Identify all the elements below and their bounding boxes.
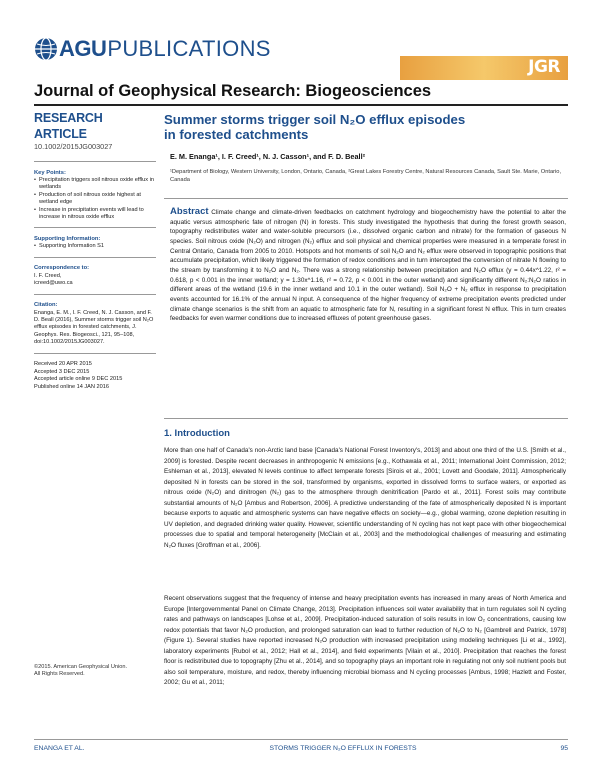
abstract-heading: Abstract xyxy=(170,206,209,217)
article-title-line: in forested catchments xyxy=(164,127,309,142)
supporting-info-link[interactable]: • Supporting Information S1 xyxy=(34,243,156,250)
date-line: Received 20 APR 2015 xyxy=(34,361,92,368)
article-title xyxy=(164,112,564,142)
correspondence-name: I. F. Creed, xyxy=(34,272,62,279)
article-sidebar xyxy=(34,110,156,391)
sidebar-divider xyxy=(34,257,156,258)
sidebar-divider xyxy=(34,353,156,354)
sidebar-divider xyxy=(34,294,156,295)
doi-link[interactable]: 10.1002/2015JG003027 xyxy=(34,142,113,151)
author-list: E. M. Enanga¹, I. F. Creed¹, N. J. Casson¹, and F. D. Beall² xyxy=(170,152,366,161)
affiliations: ¹Department of Biology, Western University, London, Ontario, Canada, ²Great Lakes Forestry Centre, Natural Resources Canada, Sault Ste. Marie, Ontario, Canada xyxy=(170,169,562,183)
body-paragraph: More than one half of Canada's non-Arctic land base [Canada's National Forest Inventory's, 2013] and about one third of the U.S. [Smith et al., 2009] is forested. Despite recent decreases in anthropogenic N emissions [e.g., Kothawala et al., 2011; International Joint Commission, 2012; Eshleman et al., 2013], elevated N levels continue to affect temperate forests [Sirois et al., 2001; Lovett and Goodale, 2011]. Atmospherically deposited N in forests can be stored in the soil, transformed by organisms, exported in dissolved forms to surface waters, or exported as nitrous oxide (N₂O) and dinitrogen (N₂) gas to the atmosphere through denitrification [Pardo et al., 2011]. Forest soils may contribute substantial amounts of N₂O [Ambus and Robertson, 2006]. A predictive understanding of the fate of atmospherically deposited N is important because exports to aquatic and atmospheric systems can have negative effects on society—e.g., global warming, ozone depletion resulting in UV depletion, and degraded drinking water quality. However, scientific understanding of N cycling has not kept pace with other biogeochemical processes due to spatial and temporal heterogeneity [McClain et al., 2003] and the methodological challenges of measuring and estimating N₂O fluxes [Groffman et al., 2006]. xyxy=(164,447,566,549)
abstract-divider xyxy=(164,198,568,199)
publication-dates xyxy=(34,361,156,391)
correspondence-email[interactable]: icreed@uwo.ca xyxy=(34,280,73,287)
agu-globe-icon xyxy=(34,37,58,61)
section-divider xyxy=(164,418,568,419)
journal-badge xyxy=(400,56,568,80)
correspondence-heading: Correspondence to: xyxy=(34,265,90,272)
list-item: • Precipitation triggers soil nitrous oxide efflux in wetlands xyxy=(34,177,156,192)
body-paragraph: Recent observations suggest that the frequency of intense and heavy precipitation events has increased in many areas of North America and Europe [Intergovernmental Panel on Climate Change, 2013]. Precipitation influences soil water availability that in turn regulates soil N cycling rates and pathways on landscapes [Lohse et al., 2009]. Precipitation-induced saturation of soils results in low O₂ concentrations, causing low redox potentials that favor N₂O production, and prolonged saturation can lead to further reduction of N₂O to N₂ [Gambrell and Patrick, 1978] (Figure 1). Several studies have reported increased N₂O production with increased precipitation using modeling techniques [Li et al., 1992], laboratory experiments [Rubol et al., 2012; Hall et al., 2014], and field experiments [Vilain et al., 2010]. Precipitation that reaches the forest floor is redistributed due to topography [Zhu et al., 2014], and so topography plays an important role in regulating not only soil nutrient pools but also soil temperature, moisture, and redox, thereby influencing microbial biomass and N cycling processes [Ambus, 1998; Hazlett and Foster, 2002; Gu et al., 2011; xyxy=(164,595,566,686)
key-points-list xyxy=(34,177,156,221)
footer-running-title: STORMS TRIGGER N₂O EFFLUX IN FORESTS xyxy=(269,745,417,752)
publications-wordmark: PUBLICATIONS xyxy=(107,36,271,61)
list-item: • Production of soil nitrous oxide highest at wetland edge xyxy=(34,192,156,207)
publisher-logo xyxy=(34,36,271,62)
footer-divider xyxy=(34,739,568,740)
section-heading: 1. Introduction xyxy=(164,428,230,439)
page-number: 95 xyxy=(560,745,568,752)
citation-text: Enanga, E. M., I. F. Creed, N. J. Casson, and F. D. Beall (2016), Summer storms trigger soil N₂O efflux episodes in forested catchments, J. Geophys. Res. Biogeosci., 121, 95–108, doi:10.1002/2015JG003027. xyxy=(34,309,154,346)
date-line: Published online 14 JAN 2016 xyxy=(34,383,109,390)
citation-heading: Citation: xyxy=(34,302,58,309)
date-line: Accepted article online 9 DEC 2015 xyxy=(34,376,123,383)
supporting-info-list xyxy=(34,243,156,250)
header-divider xyxy=(34,104,568,106)
abstract xyxy=(170,207,566,324)
sidebar-divider xyxy=(34,161,156,162)
copyright-line: ©2015. American Geophysical Union. xyxy=(34,664,128,670)
article-type: RESEARCH ARTICLE xyxy=(34,111,103,141)
list-item: • Increase in precipitation events will lead to increase in nitrous oxide efflux xyxy=(34,207,156,222)
copyright-line: All Rights Reserved. xyxy=(34,671,85,678)
supporting-info-heading: Supporting Information: xyxy=(34,236,101,243)
copyright-notice xyxy=(34,664,159,679)
sidebar-divider xyxy=(34,227,156,228)
abstract-text: Climate change and climate-driven feedbacks on catchment hydrology and biogeochemistry have the potential to alter the aquatic versus atmospheric fate of nitrogen (N) in forests. This study investigated the hypothesis that during the forest growth season, topography redistributes water and water-soluble precursors (i.e., dissolved organic carbon and nitrate) for the formation of gaseous N species. Soil nitrous oxide (N₂O) and nitrogen (N₂) efflux and soil physical and chemical properties were measured in a temperate forest in Central Ontario, Canada from 2005 to 2010. Hotspots and hot moments of soil N₂O and N₂ efflux were observed in topographic positions that accumulate precipitation, which likely triggered the formation of redox conditions and in turn intercepted the conversion of nitrate N flowing to the stream by transforming it to N₂O and N₂. There was a strong relationship between precipitation and N₂O efflux (y = 0.44x^1.22, r² = 0.618, p < 0.001 in the inner wetland; y = 1.30x^1.16, r² = 0.72, p < 0.001 in the outer wetland) and significantly different N₂:N₂O ratios in different areas of the wetland (19.6 in the inner wetland and 10.1 in the outer wetland). Soil N₂O + N₂ efflux in response to precipitation events accounted for 16.1% of the annual N input. A consequence of the higher frequency of extreme precipitation events predicted under climate change scenarios is the shift from an aquatic to atmospheric fate for N, resulting in a significant forest N efflux. This in turn creates feedbacks for even warmer conditions due to increased effluxes of potent greenhouse gases. xyxy=(170,209,567,323)
journal-title: Journal of Geophysical Research: Biogeosciences xyxy=(34,82,432,100)
footer-authors: ENANGA ET AL. xyxy=(34,745,85,752)
agu-wordmark: AGU xyxy=(59,36,107,61)
date-line: Accepted 3 DEC 2015 xyxy=(34,368,90,375)
journal-badge-text: JGR xyxy=(528,57,560,77)
article-title-line: Summer storms trigger soil N₂O efflux episodes xyxy=(164,112,466,127)
key-points-heading: Key Points: xyxy=(34,169,66,176)
